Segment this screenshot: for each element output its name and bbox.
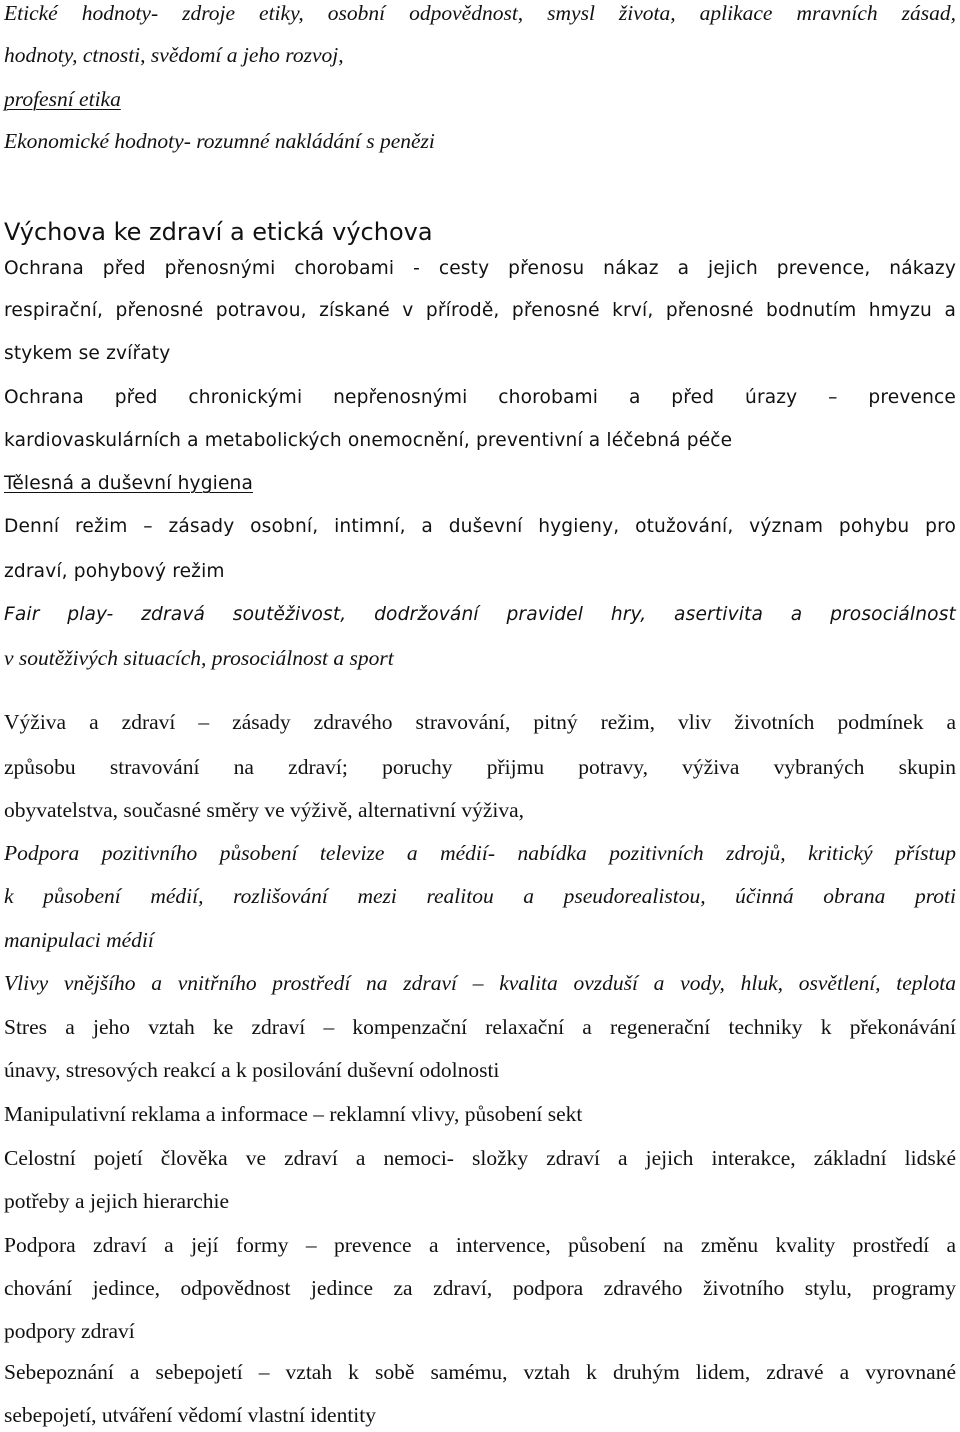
text-line: Ekonomické hodnoty- rozumné nakládání s penězi	[4, 129, 435, 153]
section-heading: Výchova ke zdraví a etická výchova	[4, 218, 433, 246]
text-line: Sebepoznání a sebepojetí – vztah k sobě samému, vztah k druhým lidem, zdravé a vyrovnané	[4, 1360, 956, 1384]
text-line: způsobu stravování na zdraví; poruchy přijmu potravy, výživa vybraných skupin	[4, 755, 956, 779]
text-line: zdraví, pohybový režim	[4, 561, 225, 582]
text-line: podpory zdraví	[4, 1319, 135, 1343]
text-line: Podpora zdraví a její formy – prevence a intervence, působení na změnu kvality prostředí a	[4, 1233, 956, 1257]
text-line: Ochrana před přenosnými chorobami - cesty přenosu nákaz a jejich prevence, nákazy	[4, 258, 956, 279]
text-line: hodnoty, ctnosti, svědomí a jeho rozvoj,	[4, 43, 344, 67]
text-line: Ochrana před chronickými nepřenosnými chorobami a před úrazy – prevence	[4, 387, 956, 408]
text-line: Manipulativní reklama a informace – reklamní vlivy, působení sekt	[4, 1102, 583, 1126]
text-line: kardiovaskulárních a metabolických onemocnění, preventivní a léčebná péče	[4, 430, 733, 451]
text-line: Fair play- zdravá soutěživost, dodržování pravidel hry, asertivita a prosociálnost	[4, 604, 956, 625]
text-line: sebepojetí, utváření vědomí vlastní identity	[4, 1403, 376, 1427]
text-line: k působení médií, rozlišování mezi realitou a pseudorealistou, účinná obrana proti	[4, 884, 956, 908]
subheading: Tělesná a duševní hygiena	[4, 473, 254, 494]
text-line: Celostní pojetí člověka ve zdraví a nemoci- složky zdraví a jejich interakce, základní lidské	[4, 1146, 956, 1170]
text-line: únavy, stresových reakcí a k posilování duševní odolnosti	[4, 1058, 500, 1082]
text-line: Etické hodnoty- zdroje etiky, osobní odpovědnost, smysl života, aplikace mravních zásad,	[4, 1, 956, 25]
text-line: manipulaci médií	[4, 928, 154, 952]
text-line: Denní režim – zásady osobní, intimní, a duševní hygieny, otužování, význam pohybu pro	[4, 516, 956, 537]
text-line: stykem se zvířaty	[4, 343, 171, 364]
text-line: Výživa a zdraví – zásady zdravého stravování, pitný režim, vliv životních podmínek a	[4, 710, 956, 734]
text-line: profesní etika	[4, 87, 121, 111]
text-line: Stres a jeho vztah ke zdraví – kompenzační relaxační a regenerační techniky k překonávání	[4, 1015, 956, 1039]
text-line: potřeby a jejich hierarchie	[4, 1189, 230, 1213]
text-line: respirační, přenosné potravou, získané v přírodě, přenosné krví, přenosné bodnutím hmyzu a	[4, 300, 956, 321]
text-line: Vlivy vnějšího a vnitřního prostředí na zdraví – kvalita ovzduší a vody, hluk, osvětlení, teplota	[4, 971, 956, 995]
text-line: obyvatelstva, současné směry ve výživě, alternativní výživa,	[4, 798, 525, 822]
text-line: chování jedince, odpovědnost jedince za zdraví, podpora zdravého životního stylu, programy	[4, 1276, 956, 1300]
text-line: v soutěživých situacích, prosociálnost a sport	[4, 646, 394, 670]
text-line: Podpora pozitivního působení televize a médií- nabídka pozitivních zdrojů, kritický přístup	[4, 841, 956, 865]
